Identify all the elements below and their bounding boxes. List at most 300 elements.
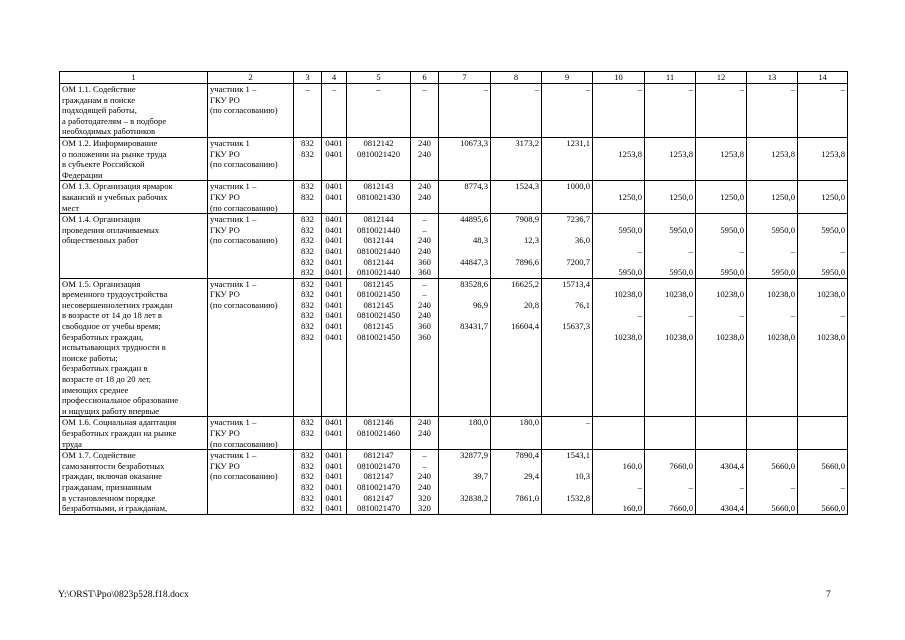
value-2021-line — [595, 321, 642, 332]
value-2025-cell — [798, 84, 848, 138]
grbs-code-line: 832 — [301, 278, 314, 289]
value-2020-line: 10,3 — [574, 471, 590, 482]
participant-cell — [208, 278, 294, 417]
value-2021-line: 10238,0 — [614, 289, 642, 300]
value-2023-line: 10238,0 — [716, 331, 744, 342]
value-2024-line: 10238,0 — [767, 289, 795, 300]
value-2021-cell — [593, 278, 645, 417]
measure-name-line: общественных работ — [62, 235, 139, 246]
total-value-line — [441, 289, 488, 300]
section-code-line: 0401 — [325, 492, 343, 503]
participant-line: ГКУ РО — [210, 224, 240, 235]
measure-name-line: возрасте от 18 до 20 лет, — [62, 374, 152, 385]
measure-name-line: необходимых работников — [62, 126, 156, 137]
value-2019-line: 3173,2 — [515, 137, 539, 148]
value-2024-line: 10238,0 — [767, 331, 795, 342]
participant-line: участник 1 – — [210, 417, 257, 428]
target-article-line: 0812144 — [363, 214, 394, 225]
value-2021-line — [595, 235, 642, 246]
value-2021-line — [595, 214, 642, 225]
measure-name-line: в субъекте Российской — [62, 159, 145, 170]
value-2020-cell — [542, 214, 593, 279]
value-2023-line — [698, 493, 744, 504]
value-2025-cell — [798, 278, 848, 417]
target-article-line: 0810021470 — [357, 481, 400, 492]
measure-name-line: свободное от учебы время; — [62, 321, 161, 332]
total-value-line: 44895,6 — [460, 214, 488, 225]
grbs-code-cell — [294, 84, 322, 138]
value-2021-line: 5950,0 — [618, 224, 642, 235]
value-2025-line: 1253,8 — [821, 148, 845, 159]
section-code-line: 0401 — [325, 321, 343, 332]
value-2022-line — [647, 138, 693, 149]
target-article-line: 0812145 — [363, 278, 394, 289]
value-2021-line — [595, 493, 642, 504]
value-2019-line: 12,3 — [523, 235, 539, 246]
measure-name-line: профессиональное образование — [62, 395, 179, 406]
value-2021-cell — [593, 84, 645, 138]
value-2025-line — [800, 471, 845, 482]
measure-name-line: вакансий и учебных рабочих — [62, 191, 168, 202]
participant-line: (по согласованию) — [210, 235, 278, 246]
value-2023-line — [698, 471, 744, 482]
header-cell: 6 — [411, 72, 439, 84]
expense-type-line: 360 — [418, 331, 431, 342]
target-article-line: 0812143 — [363, 181, 394, 192]
measure-name-cell — [60, 181, 208, 214]
value-2021-line — [595, 279, 642, 290]
value-2019-line: 7890,4 — [515, 450, 539, 461]
value-2024-line — [749, 417, 795, 428]
value-2021-line: – — [637, 481, 642, 492]
value-2021-line: 1250,0 — [618, 191, 642, 202]
value-2024-line — [749, 235, 795, 246]
value-2021-cell — [593, 181, 645, 214]
value-2025-line — [800, 235, 845, 246]
value-2025-cell — [798, 181, 848, 214]
value-2024-line: 1253,8 — [771, 148, 795, 159]
header-cell: 14 — [798, 72, 848, 84]
file-path: Y:\ORST\Ppo\0823p528.f18.docx — [58, 589, 189, 600]
value-2024-line: 5950,0 — [771, 267, 795, 278]
value-2020-line: 1000,0 — [566, 181, 590, 192]
participant-line: (по согласованию) — [210, 159, 278, 170]
value-2024-line: – — [790, 245, 795, 256]
measure-name-cell — [60, 417, 208, 450]
value-2022-line — [647, 471, 693, 482]
grbs-code-line: 832 — [301, 503, 314, 514]
value-2022-line: 7660,0 — [669, 460, 693, 471]
measure-name-line: гражданам, признанным — [62, 481, 152, 492]
value-2023-cell — [696, 181, 747, 214]
expense-type-line: 240 — [418, 471, 431, 482]
table-body — [60, 72, 848, 515]
grbs-code-line: 832 — [301, 148, 314, 159]
value-2023-line: – — [739, 245, 744, 256]
value-2025-line — [800, 279, 845, 290]
value-2024-line: – — [790, 84, 795, 94]
section-code-line: 0401 — [325, 267, 343, 278]
value-2024-cell — [747, 181, 798, 214]
header-cell: 2 — [208, 72, 294, 84]
section-code-line: 0401 — [325, 331, 343, 342]
value-2022-line — [647, 214, 693, 225]
value-2025-line — [800, 300, 845, 311]
section-code-line: 0401 — [325, 278, 343, 289]
value-2021-line — [595, 181, 642, 192]
measure-name-line: поиске работы; — [62, 352, 118, 363]
section-code-line: 0401 — [325, 235, 343, 246]
value-2025-line — [800, 138, 845, 149]
table-row — [60, 137, 848, 180]
total-value-line: 180,0 — [468, 417, 488, 428]
value-2019-line: 16625,2 — [511, 278, 539, 289]
value-2021-line — [595, 300, 642, 311]
section-code-cell — [322, 417, 347, 450]
total-value-line: 32877,9 — [460, 450, 488, 461]
value-2024-line — [749, 279, 795, 290]
value-2023-line — [698, 235, 744, 246]
value-2025-line — [800, 450, 845, 461]
total-value-line — [441, 332, 488, 343]
value-2019-cell — [491, 137, 542, 180]
value-2024-line: 1250,0 — [771, 191, 795, 202]
section-code-line: 0401 — [325, 450, 343, 461]
target-article-cell — [347, 278, 411, 417]
participant-line: участник 1 – — [210, 450, 257, 461]
total-value-cell — [439, 417, 491, 450]
measure-name-line: испытывающих трудности в — [62, 342, 166, 353]
measure-name-line: ОМ 1.4. Организация — [62, 214, 141, 225]
value-2022-line: – — [688, 481, 693, 492]
expense-type-line: 240 — [418, 191, 431, 202]
value-2022-cell — [645, 137, 696, 180]
value-2022-line: 10238,0 — [665, 289, 693, 300]
total-value-cell — [439, 137, 491, 180]
expense-type-line: 240 — [418, 481, 431, 492]
expense-type-line: 360 — [418, 321, 431, 332]
header-cell: 12 — [696, 72, 747, 84]
value-2019-line: – — [534, 84, 539, 94]
value-2022-line — [647, 417, 693, 428]
value-2023-line: 1250,0 — [720, 191, 744, 202]
value-2023-line — [698, 417, 744, 428]
value-2023-line — [698, 300, 744, 311]
value-2024-cell — [747, 417, 798, 450]
section-code-line: 0401 — [325, 299, 343, 310]
measure-name-line: ОМ 1.6. Социальная адаптация — [62, 417, 177, 428]
target-article-line: 0810021430 — [357, 191, 400, 202]
target-article-line: 0812144 — [363, 256, 394, 267]
value-2025-cell — [798, 450, 848, 515]
expense-type-line: 240 — [418, 417, 431, 428]
section-code-line: 0401 — [325, 148, 343, 159]
value-2019-cell — [491, 214, 542, 279]
value-2023-cell — [696, 84, 747, 138]
value-2019-line: 29,4 — [523, 471, 539, 482]
value-2019-line: 180,0 — [519, 417, 539, 428]
value-2022-line — [647, 235, 693, 246]
value-2023-line: 10238,0 — [716, 289, 744, 300]
value-2025-line: 5660,0 — [821, 460, 845, 471]
section-code-line: 0401 — [325, 191, 343, 202]
total-value-line: 44847,3 — [460, 256, 488, 267]
grbs-code-cell — [294, 137, 322, 180]
value-2020-line: 36,0 — [574, 235, 590, 246]
value-2020-line: 7236,7 — [566, 214, 590, 225]
expense-type-line: – — [422, 278, 427, 289]
total-value-cell — [439, 278, 491, 417]
participant-line: участник 1 – — [210, 278, 257, 289]
total-value-line: – — [483, 84, 488, 94]
target-article-line: 0812142 — [363, 137, 394, 148]
target-article-line: 0812145 — [363, 299, 394, 310]
target-article-line: 0810021450 — [357, 310, 400, 321]
participant-line: ГКУ РО — [210, 289, 240, 300]
value-2021-line: 5950,0 — [618, 267, 642, 278]
value-2025-line: 5660,0 — [821, 503, 845, 514]
participant-cell — [208, 137, 294, 180]
participant-line: ГКУ РО — [210, 460, 240, 471]
value-2020-cell — [542, 417, 593, 450]
expense-type-line: – — [422, 450, 427, 461]
target-article-line: 0812145 — [363, 321, 394, 332]
participant-line: участник 1 – — [210, 181, 257, 192]
expense-type-line: – — [422, 84, 427, 94]
target-article-cell — [347, 181, 411, 214]
value-2024-line: 5660,0 — [771, 503, 795, 514]
value-2024-cell — [747, 214, 798, 279]
header-cell: 1 — [60, 72, 208, 84]
value-2022-line: 5950,0 — [669, 224, 693, 235]
value-2022-line: 5950,0 — [669, 267, 693, 278]
grbs-code-cell — [294, 450, 322, 515]
value-2020-line — [544, 267, 590, 278]
value-2020-line — [544, 461, 590, 472]
total-value-line: 8774,3 — [464, 181, 488, 192]
value-2020-line — [544, 482, 590, 493]
value-2025-line: – — [840, 310, 845, 321]
value-2020-line: 1532,8 — [566, 492, 590, 503]
value-2019-cell — [491, 417, 542, 450]
value-2022-line: 7660,0 — [669, 503, 693, 514]
section-code-line: 0401 — [325, 460, 343, 471]
header-cell: 11 — [645, 72, 696, 84]
total-value-line — [441, 461, 488, 472]
value-2022-line — [647, 450, 693, 461]
section-code-line: 0401 — [325, 417, 343, 428]
measure-name-line: безработных граждан в — [62, 363, 148, 374]
expense-type-cell — [411, 214, 439, 279]
measure-name-cell — [60, 84, 208, 138]
participant-line: (по согласованию) — [210, 105, 278, 116]
participant-line: ГКУ РО — [210, 428, 240, 438]
expense-type-cell — [411, 450, 439, 515]
section-code-cell — [322, 84, 347, 138]
value-2025-cell — [798, 214, 848, 279]
value-2024-line — [749, 214, 795, 225]
section-code-line: 0401 — [325, 428, 343, 438]
value-2022-cell — [645, 84, 696, 138]
total-value-line — [441, 503, 488, 514]
header-row — [60, 72, 848, 84]
value-2022-cell — [645, 181, 696, 214]
target-article-line: 0810021440 — [357, 224, 400, 235]
total-value-cell — [439, 214, 491, 279]
value-2019-line — [493, 246, 539, 257]
total-value-line — [441, 482, 488, 493]
value-2025-line — [800, 417, 845, 428]
value-2024-cell — [747, 450, 798, 515]
value-2020-line — [544, 289, 590, 300]
value-2021-line — [595, 471, 642, 482]
total-value-cell — [439, 181, 491, 214]
expense-type-line: – — [422, 460, 427, 471]
value-2024-cell — [747, 278, 798, 417]
value-2025-line — [800, 257, 845, 268]
target-article-cell — [347, 84, 411, 138]
participant-cell — [208, 181, 294, 214]
measure-name-line: ОМ 1.3. Организация ярмарок — [62, 181, 173, 192]
grbs-code-line: – — [305, 84, 310, 94]
value-2023-line — [698, 214, 744, 225]
page-number: 7 — [826, 589, 831, 600]
target-article-cell — [347, 214, 411, 279]
expense-type-cell — [411, 278, 439, 417]
value-2021-line — [595, 417, 642, 428]
expense-type-line: 240 — [418, 148, 431, 159]
participant-cell — [208, 450, 294, 515]
expense-type-line: 240 — [418, 235, 431, 246]
value-2020-line — [544, 310, 590, 321]
target-article-line: 0812144 — [363, 235, 394, 246]
value-2024-line: – — [790, 481, 795, 492]
section-code-line: 0401 — [325, 289, 343, 300]
table-row — [60, 214, 848, 279]
value-2021-line: 1253,8 — [618, 148, 642, 159]
value-2025-line: 10238,0 — [817, 289, 845, 300]
grbs-code-line: 832 — [301, 235, 314, 246]
value-2025-line — [800, 181, 845, 192]
grbs-code-line: 832 — [301, 289, 314, 300]
grbs-code-line: 832 — [301, 417, 314, 428]
grbs-code-cell — [294, 417, 322, 450]
value-2021-cell — [593, 417, 645, 450]
total-value-line: 32838,2 — [460, 492, 488, 503]
measure-name-line: безработными, и гражданам, — [62, 503, 168, 514]
value-2020-line: 1543,1 — [566, 450, 590, 461]
measure-name-line: мест — [62, 202, 80, 213]
section-code-cell — [322, 137, 347, 180]
measure-name-cell — [60, 450, 208, 515]
target-article-line: 0812146 — [363, 417, 394, 428]
value-2022-line — [647, 257, 693, 268]
program-table — [59, 71, 848, 515]
value-2024-line: – — [790, 310, 795, 321]
target-article-line: – — [376, 84, 381, 94]
value-2023-cell — [696, 450, 747, 515]
value-2021-line: 160,0 — [622, 503, 642, 514]
value-2024-line — [749, 300, 795, 311]
value-2021-cell — [593, 137, 645, 180]
measure-name-cell — [60, 278, 208, 417]
grbs-code-line: 832 — [301, 267, 314, 278]
grbs-code-line: 832 — [301, 181, 314, 192]
value-2020-line: 7200,7 — [566, 256, 590, 267]
value-2020-line: – — [585, 84, 590, 94]
grbs-code-line: 832 — [301, 492, 314, 503]
expense-type-line: 240 — [418, 310, 431, 321]
value-2022-line: – — [688, 84, 693, 94]
value-2019-line — [493, 310, 539, 321]
expense-type-line: 320 — [418, 503, 431, 514]
participant-line: (по согласованию) — [210, 202, 278, 213]
value-2025-cell — [798, 417, 848, 450]
value-2020-line — [544, 332, 590, 343]
value-2023-line: – — [739, 84, 744, 94]
measure-name-line: ОМ 1.1. Содействие — [62, 84, 136, 94]
value-2020-line: 15713,4 — [562, 278, 590, 289]
participant-line: участник 1 – — [210, 214, 257, 225]
value-2025-line: – — [840, 84, 845, 94]
value-2020-cell — [542, 450, 593, 515]
grbs-code-line: 832 — [301, 224, 314, 235]
target-article-line: 0810021450 — [357, 289, 400, 300]
value-2019-cell — [491, 181, 542, 214]
value-2025-cell — [798, 137, 848, 180]
table-row — [60, 84, 848, 138]
total-value-line: 48,3 — [472, 235, 488, 246]
value-2021-line: 160,0 — [622, 460, 642, 471]
value-2024-line — [749, 181, 795, 192]
value-2021-line: 10238,0 — [614, 331, 642, 342]
value-2024-cell — [747, 84, 798, 138]
table-row — [60, 278, 848, 417]
value-2025-line: 1250,0 — [821, 191, 845, 202]
value-2022-cell — [645, 278, 696, 417]
grbs-code-line: 832 — [301, 471, 314, 482]
measure-name-cell — [60, 137, 208, 180]
measure-name-line: проведения оплачиваемых — [62, 224, 160, 235]
grbs-code-line: 832 — [301, 481, 314, 492]
value-2023-cell — [696, 278, 747, 417]
header-cell: 5 — [347, 72, 411, 84]
value-2023-line: – — [739, 310, 744, 321]
measure-name-cell — [60, 214, 208, 279]
value-2022-cell — [645, 417, 696, 450]
section-code-line: 0401 — [325, 481, 343, 492]
value-2019-cell — [491, 278, 542, 417]
section-code-line: 0401 — [325, 214, 343, 225]
value-2019-line: 1524,3 — [515, 181, 539, 192]
grbs-code-line: 832 — [301, 299, 314, 310]
total-value-line: 39,7 — [472, 471, 488, 482]
value-2022-line — [647, 300, 693, 311]
value-2024-line: 5950,0 — [771, 224, 795, 235]
expense-type-cell — [411, 181, 439, 214]
section-code-line: 0401 — [325, 245, 343, 256]
section-code-line: 0401 — [325, 181, 343, 192]
measure-name-line: самозанятости безработных — [62, 460, 165, 471]
value-2019-line: 7861,0 — [515, 492, 539, 503]
value-2022-line — [647, 181, 693, 192]
participant-line: участник 1 – — [210, 84, 257, 94]
participant-cell — [208, 214, 294, 279]
expense-type-cell — [411, 84, 439, 138]
value-2023-line — [698, 138, 744, 149]
value-2022-line: 10238,0 — [665, 331, 693, 342]
value-2021-line — [595, 138, 642, 149]
